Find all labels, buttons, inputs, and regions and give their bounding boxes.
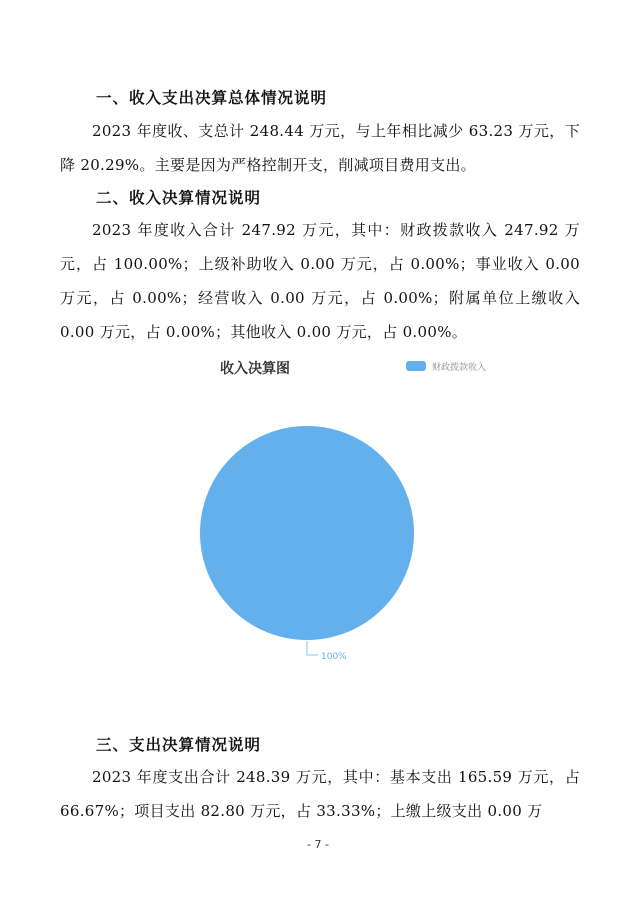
pie-slice-0 <box>200 426 414 640</box>
section-2-paragraph: 2023 年度收入合计 247.92 万元，其中：财政拨款收入 247.92 万元，占 100.00%；上级补助收入 0.00 万元，占 0.00%；事业收入 0.00 万元，占 0.00%；经营收入 0.00 万元，占 0.00%；附属单位上缴收入 0.00 万元，占 0.00%；其他收入 0.00 万元，占 0.00%。 <box>60 221 580 341</box>
page-number: - 7 - <box>307 838 329 851</box>
legend-label: 财政拨款收入 <box>432 363 487 373</box>
section-3-paragraph: 2023 年度支出合计 248.39 万元，其中：基本支出 165.59 万元，占 66.67%；项目支出 82.80 万元，占 33.33%；上缴上级支出 0.00 万 <box>60 768 580 820</box>
section-2-heading: 二、收入决算情况说明 <box>96 189 262 207</box>
chart-title: 收入决算图 <box>220 361 290 377</box>
legend-swatch <box>406 361 426 371</box>
section-3-heading: 三、支出决算情况说明 <box>96 736 262 754</box>
pie-slices <box>200 426 414 640</box>
section-1-paragraph: 2023 年度收、支总计 248.44 万元，与上年相比减少 63.23 万元，下降 20.29%。主要是因为严格控制开支，削减项目费用支出。 <box>60 122 580 174</box>
income-pie-chart <box>150 350 510 680</box>
pie-chart-svg <box>150 350 510 680</box>
slice-data-label: 100% <box>321 652 347 662</box>
section-1-heading: 一、收入支出决算总体情况说明 <box>96 89 328 107</box>
data-label-leader-line <box>307 641 318 655</box>
